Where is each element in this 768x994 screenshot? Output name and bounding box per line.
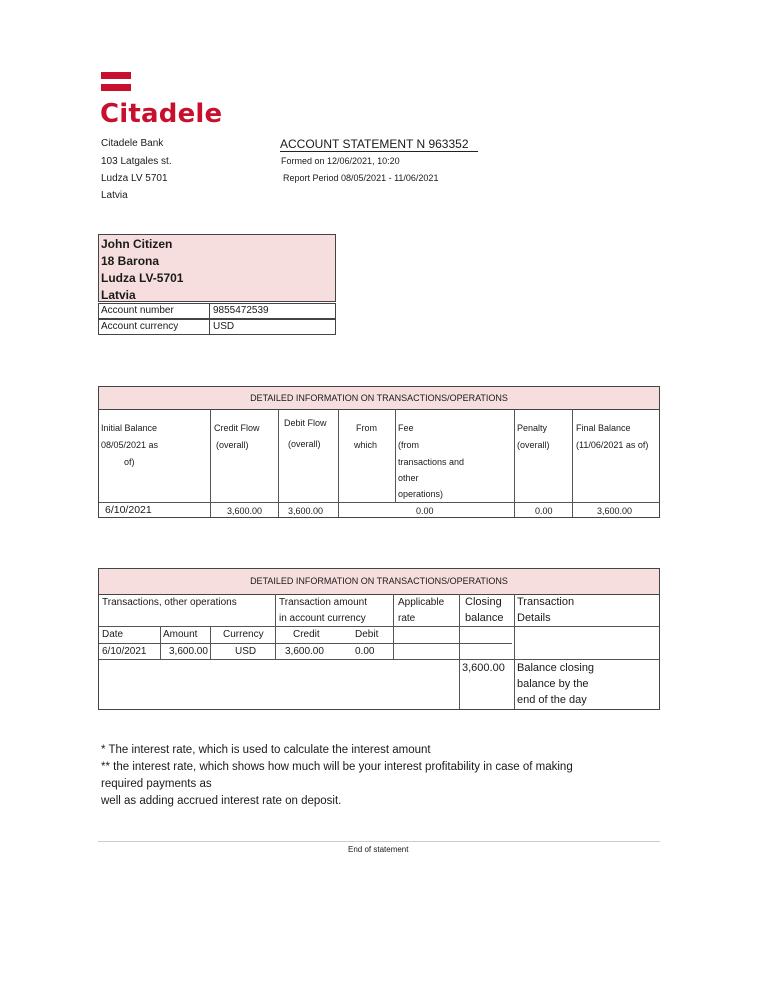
initial-balance-label-1: Initial Balance (101, 423, 158, 433)
trans-ops-label: Transactions, other operations (102, 597, 237, 608)
details-label-1: Transaction (517, 596, 575, 608)
detail-credit: 3,600.00 (285, 646, 324, 657)
from-label-1: From (356, 423, 377, 433)
details-label-2: Details (517, 612, 551, 624)
summary-final: 3,600.00 (597, 506, 633, 516)
credit-flow-label-2: (overall) (216, 440, 249, 450)
note-3: required payments as (101, 778, 212, 790)
account-number-value: 9855472539 (213, 305, 269, 316)
statement-period: Report Period 08/05/2021 - 11/06/2021 (283, 173, 439, 183)
closing-label-1: Closing (465, 596, 502, 608)
detail-currency: USD (235, 646, 257, 657)
client-country: Latvia (101, 288, 136, 302)
note-2: ** the interest rate, which shows how much will be your interest profitability in case of making (101, 761, 573, 773)
summary-debit: 3,600.00 (288, 506, 324, 516)
closing-details-2: balance by the (517, 678, 589, 690)
initial-balance-label-3: of) (124, 457, 135, 467)
summary-penalty: 0.00 (535, 506, 553, 516)
account-currency-value: USD (213, 321, 235, 332)
transactions-summary-table (98, 386, 660, 518)
client-street: 18 Barona (101, 254, 160, 268)
table1-header: DETAILED INFORMATION ON TRANSACTIONS/OPERATIONS (99, 387, 659, 410)
rate-label-2: rate (398, 613, 416, 624)
initial-balance-label-2: 08/05/2021 as (101, 440, 159, 450)
closing-label-2: balance (465, 612, 504, 624)
footer-text: End of statement (348, 845, 409, 854)
client-name: John Citizen (101, 237, 173, 251)
fee-label-5: operations) (398, 489, 444, 499)
sub-currency-label: Currency (223, 629, 264, 640)
bank-street: 103 Latgales st. (101, 156, 172, 167)
final-balance-label-2: (11/06/2021 as of) (576, 440, 649, 450)
bank-city: Ludza LV 5701 (101, 173, 168, 184)
fee-label-3: transactions and (398, 457, 465, 467)
client-city: Ludza LV-5701 (101, 271, 184, 285)
detail-debit: 0.00 (355, 646, 375, 657)
account-currency-label: Account currency (101, 321, 179, 332)
closing-details-3: end of the day (517, 694, 587, 706)
note-1: * The interest rate, which is used to calculate the interest amount (101, 744, 431, 756)
detail-amount: 3,600.00 (169, 646, 208, 657)
trans-amount-label-2: in account currency (279, 613, 366, 624)
final-balance-label-1: Final Balance (576, 423, 631, 433)
note-4: well as adding accrued interest rate on deposit. (101, 795, 342, 807)
account-number-row (98, 303, 336, 319)
debit-flow-label-1: Debit Flow (284, 418, 327, 428)
statement-title: ACCOUNT STATEMENT N 963352 (280, 137, 469, 151)
penalty-label-2: (overall) (517, 440, 550, 450)
sub-debit-label: Debit (355, 629, 379, 640)
footer-divider (98, 841, 660, 842)
statement-formed: Formed on 12/06/2021, 10:20 (281, 156, 400, 166)
sub-credit-label: Credit (293, 629, 320, 640)
summary-date: 6/10/2021 (105, 504, 152, 516)
debit-flow-label-2: (overall) (288, 439, 321, 449)
credit-flow-label-1: Credit Flow (214, 423, 260, 433)
detail-date: 6/10/2021 (102, 646, 147, 657)
statement-title-underline (280, 151, 478, 152)
fee-label-2: (from (398, 440, 419, 450)
transactions-detail-table (98, 568, 660, 710)
sub-amount-label: Amount (163, 629, 198, 640)
bank-name: Citadele Bank (101, 138, 164, 149)
bank-country: Latvia (101, 190, 128, 201)
table2-header: DETAILED INFORMATION ON TRANSACTIONS/OPERATIONS (99, 569, 659, 595)
brand-name: Citadele (100, 99, 223, 129)
sub-date-label: Date (102, 629, 124, 640)
account-currency-row (98, 319, 336, 335)
fee-label-1: Fee (398, 423, 414, 433)
penalty-label-1: Penalty (517, 423, 548, 433)
account-number-label: Account number (101, 305, 174, 316)
fee-label-4: other (398, 473, 419, 483)
client-address-box (98, 234, 336, 302)
closing-details-1: Balance closing (517, 662, 595, 674)
summary-credit: 3,600.00 (227, 506, 263, 516)
trans-amount-label-1: Transaction amount (279, 597, 368, 608)
from-label-2: which (354, 440, 378, 450)
summary-fee: 0.00 (416, 506, 434, 516)
closing-balance-value: 3,600.00 (462, 662, 505, 674)
rate-label-1: Applicable (398, 597, 445, 608)
